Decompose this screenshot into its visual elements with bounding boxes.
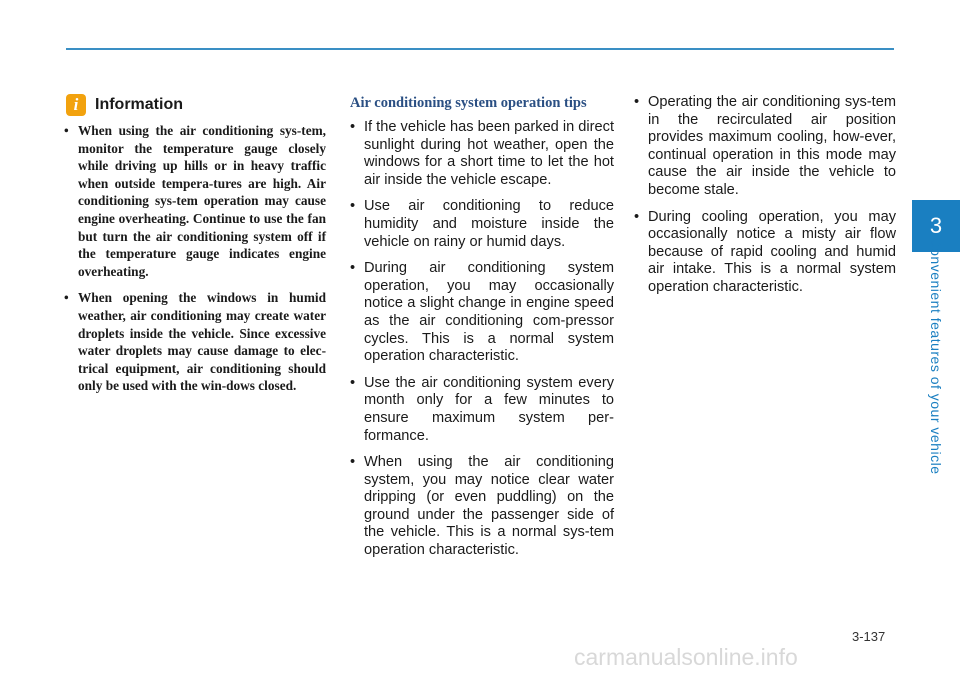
info-header <box>66 94 326 116</box>
tips-list-2 <box>634 94 896 297</box>
page-number: 3-137 <box>852 629 886 644</box>
list-item: • Use air conditioning to reduce humidity and moisture inside the vehicle on rainy or humid days. <box>350 198 614 251</box>
tips-list-1 <box>350 119 614 560</box>
info-list <box>64 122 326 395</box>
info-icon: i <box>66 94 86 116</box>
chapter-title: Convenient features of your vehicle <box>928 237 944 475</box>
list-item: • During cooling operation, you may occasionally notice a misty air flow because of rapid cooling and humid air intake. This is a normal system operation characteristic. <box>634 209 896 297</box>
chapter-number: 3 <box>929 213 943 238</box>
watermark: carmanualsonline.info <box>574 644 798 670</box>
list-item: • When using the air conditioning sys-tem, monitor the temperature gauge closely while driving up hills or in heavy traffic when outside tempera-tures are high. Air conditioning sys-tem operation may cause engine overheating. Continue to use the fan but turn the air conditioning system off if the temperature gauge indicates engine overheating. <box>64 122 326 280</box>
list-item: • During air conditioning system operation, you may occasionally notice a slight change in engine speed as the air conditioning com-pressor cycles. This is a normal system operation characteristic. <box>350 260 614 366</box>
list-item: • When using the air conditioning system, you may notice clear water dripping (or even puddling) on the ground under the passenger side of the vehicle. This is a normal sys-tem operation characteristic. <box>350 454 614 560</box>
top-rule <box>66 48 894 50</box>
list-item: • When opening the windows in humid weather, air conditioning may create water droplets inside the vehicle. Since excessive water droplets may cause damage to elec-trical equipment, air conditioning should only be used with the win-dows closed. <box>64 289 326 395</box>
tips-column-2 <box>634 94 896 306</box>
info-column <box>64 94 326 404</box>
list-item: • If the vehicle has been parked in direct sunlight during hot weather, open the windows for a short time to let the hot air inside the vehicle escape. <box>350 119 614 189</box>
list-item: • Operating the air conditioning sys-tem in the recirculated air position provides maximum cooling, how-ever, continual operation in this mode may cause the air inside the vehicle to become stale. <box>634 94 896 200</box>
section-title: Air conditioning system operation tips <box>350 95 587 111</box>
tips-column-1 <box>350 94 614 569</box>
list-item: • Use the air conditioning system every month only for a few minutes to ensure maximum system per-formance. <box>350 375 614 445</box>
info-title: Information <box>95 96 183 113</box>
